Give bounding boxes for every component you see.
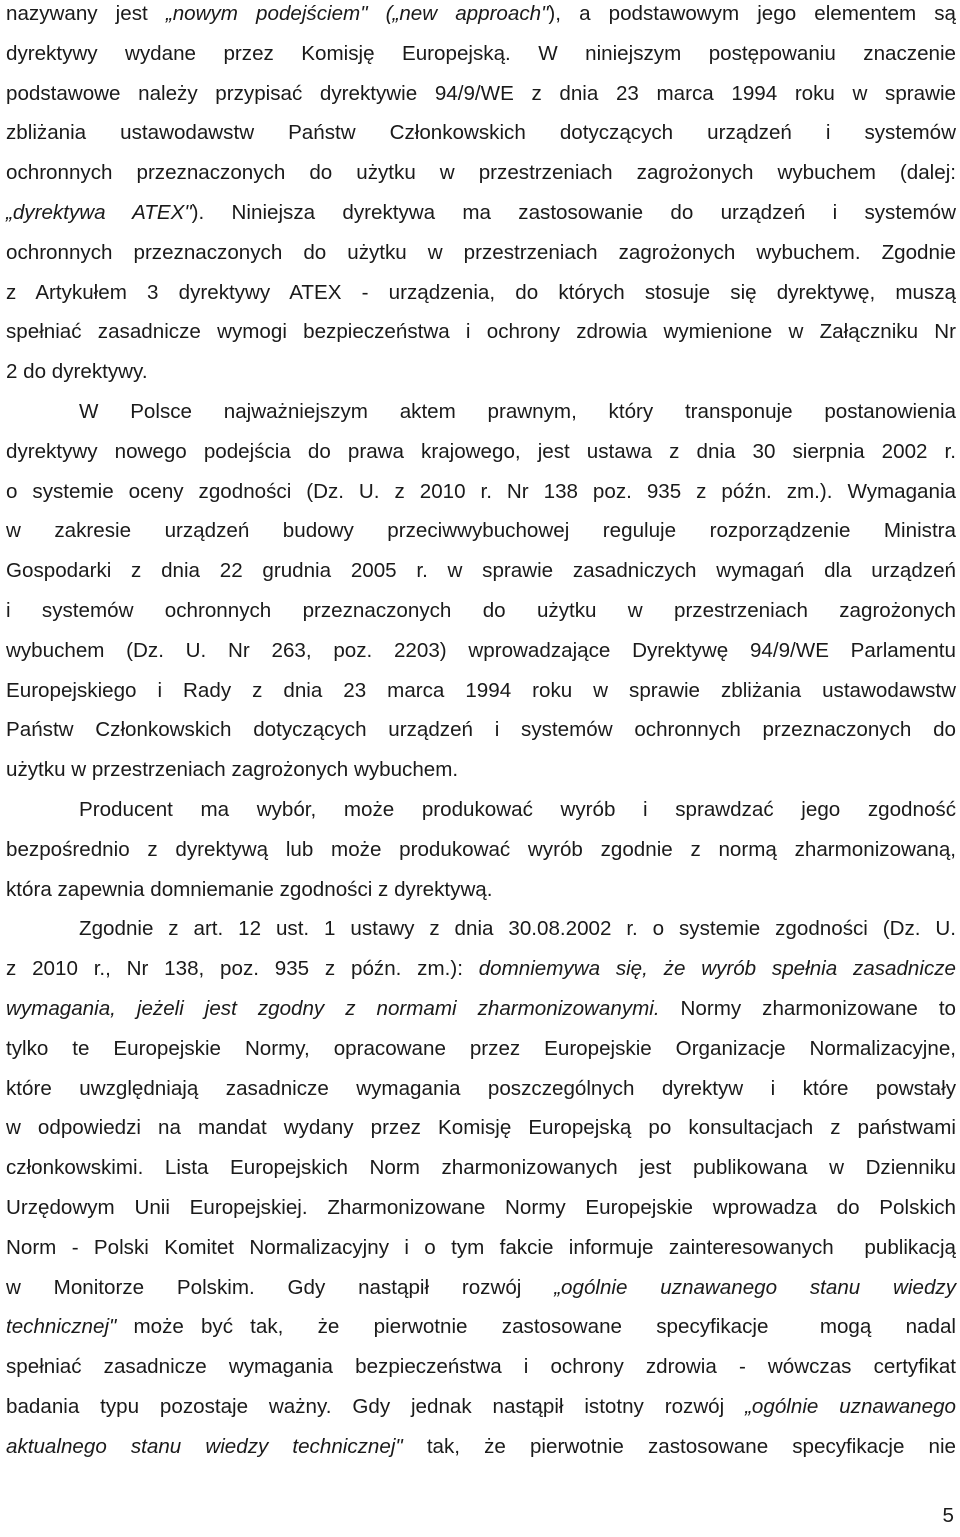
text-segment: w zakresie urządzeń budowy przeciwwybuchowej reguluje rozporządzenie Ministra (6, 519, 956, 543)
text-line (79, 399, 956, 425)
text-line (6, 1195, 956, 1221)
text-line (6, 41, 956, 67)
text-segment: i systemów ochronnych przeznaczonych do użytku w przestrzeniach zagrożonych (6, 599, 956, 622)
text-segment: spełniać zasadnicze wymagania bezpieczeństwa i ochrony zdrowia - wówczas certyfikat (6, 1355, 956, 1379)
text-segment: ochronnych przeznaczonych do użytku w przestrzeniach zagrożonych wybuchem. Zgodnie (6, 240, 956, 264)
text-line (6, 717, 956, 743)
text-line (6, 479, 956, 505)
italic-segment: „dyrektywa ATEX" (6, 201, 192, 224)
text-segment: która zapewnia domniemanie zgodności z dyrektywą. (6, 877, 493, 901)
text-line (6, 1155, 956, 1181)
italic-segment: wymagania, jeżeli jest zgodny z normami zharmonizowanymi. (6, 997, 660, 1020)
text-line (6, 1434, 956, 1460)
text-line (6, 837, 956, 863)
text-segment: podstawowe należy przypisać dyrektywie 94/9/WE z dnia 23 marca 1994 roku w sprawie (6, 81, 956, 105)
text-line (6, 1394, 956, 1420)
text-segment: które uwzględniają zasadnicze wymagania poszczególnych dyrektyw i które powstały (6, 1076, 956, 1100)
text-segment: Państw Członkowskich dotyczących urządzeń i systemów ochronnych przeznaczonych do (6, 718, 956, 742)
text-segment: z Artykułem 3 dyrektywy ATEX - urządzenia, do których stosuje się dyrektywę, muszą (6, 280, 956, 304)
text-line (6, 120, 956, 146)
text-line (6, 319, 956, 345)
text-line (6, 439, 956, 465)
text-line (6, 81, 956, 107)
text-segment: Urzędowym Unii Europejskiej. Zharmonizowane Normy Europejskie wprowadza do Polskich (6, 1196, 956, 1219)
text-segment: z 2010 r., Nr 138, poz. 935 z późn. zm.): (6, 957, 479, 981)
italic-segment: technicznej" (6, 1315, 117, 1339)
text-segment: tak, że pierwotnie zastosowane specyfikacje nie (402, 1434, 956, 1458)
text-segment: ochronnych przeznaczonych do użytku w przestrzeniach zagrożonych wybuchem (dalej: (6, 161, 956, 185)
text-line (6, 160, 956, 186)
text-line (6, 956, 956, 982)
text-segment: bezpośrednio z dyrektywą lub może produkować wyrób zgodnie z normą zharmonizowaną, (6, 837, 956, 861)
text-segment: Zgodnie z art. 12 ust. 1 ustawy z dnia 30.08.2002 r. o systemie zgodności (Dz. U. (79, 917, 956, 941)
text-line (6, 1275, 956, 1301)
text-line (6, 558, 956, 584)
text-line (6, 678, 956, 704)
text-segment: w odpowiedzi na mandat wydany przez Komisję Europejską po konsultacjach z państwami (6, 1116, 956, 1140)
text-line (6, 877, 493, 903)
text-segment: badania typu pozostaje ważny. Gdy jednak nastąpił istotny rozwój (6, 1395, 746, 1418)
text-line (6, 1235, 956, 1261)
italic-segment: domniemywa się, że wyrób spełnia zasadnicze (478, 957, 956, 981)
text-line (6, 1354, 956, 1380)
text-segment: może być tak, że pierwotnie zastosowane specyfikacje mogą nadal (116, 1315, 956, 1339)
text-line (79, 797, 956, 823)
text-segment: Gospodarki z dnia 22 grudnia 2005 r. w sprawie zasadniczych wymagań dla urządzeń (6, 559, 956, 583)
text-line (6, 638, 956, 664)
text-line (6, 359, 148, 385)
text-segment: o systemie oceny zgodności (Dz. U. z 2010 r. Nr 138 poz. 935 z późn. zm.). Wymagania (6, 479, 956, 503)
text-segment: Normy zharmonizowane to (659, 997, 957, 1020)
text-line (79, 916, 956, 942)
text-segment: w Monitorze Polskim. Gdy nastąpił rozwój (6, 1275, 555, 1299)
text-segment: członkowskimi. Lista Europejskich Norm zharmonizowanych jest publikowana w Dzienniku (6, 1156, 956, 1180)
text-segment: wybuchem (Dz. U. Nr 263, poz. 2203) wprowadzające Dyrektywę 94/9/WE Parlamentu (6, 638, 956, 662)
text-segment: ). Niniejsza dyrektywa ma zastosowanie do urządzeń i systemów (191, 201, 956, 224)
page-number: 5 (942, 1504, 954, 1527)
text-line (6, 280, 956, 306)
text-line (6, 1314, 956, 1340)
text-segment: dyrektywy wydane przez Komisję Europejską. W niniejszym postępowaniu znaczenie (6, 41, 956, 65)
text-segment: użytku w przestrzeniach zagrożonych wybuchem. (6, 758, 459, 782)
text-segment: zbliżania ustawodawstw Państw Członkowskich dotyczących urządzeń i systemów (6, 121, 956, 145)
text-segment: tylko te Europejskie Normy, opracowane przez Europejskie Organizacje Normalizacyjne, (6, 1036, 956, 1060)
text-line (6, 518, 956, 544)
text-line (6, 598, 956, 624)
italic-segment: aktualnego stanu wiedzy technicznej" (6, 1434, 403, 1458)
text-segment: dyrektywy nowego podejścia do prawa krajowego, jest ustawa z dnia 30 sierpnia 2002 r. (6, 439, 956, 463)
text-segment: 2 do dyrektywy. (6, 360, 148, 384)
text-line (6, 1, 956, 27)
text-segment: Norm - Polski Komitet Normalizacyjny i o tym fakcie informuje zainteresowanych publikacją (6, 1235, 956, 1259)
italic-segment: „ogólnie uznawanego stanu wiedzy (554, 1275, 956, 1299)
text-line (6, 996, 956, 1022)
italic-segment: „ogólnie uznawanego (745, 1395, 956, 1418)
text-line (6, 1115, 956, 1141)
text-line (6, 1076, 956, 1102)
text-line (6, 200, 956, 226)
text-segment: W Polsce najważniejszym aktem prawnym, który transponuje postanowienia (79, 400, 956, 423)
text-segment: spełniać zasadnicze wymogi bezpieczeństwa i ochrony zdrowia wymienione w Załączniku Nr (6, 320, 956, 344)
text-line (6, 757, 458, 783)
text-segment: Europejskiego i Rady z dnia 23 marca 1994 roku w sprawie zbliżania ustawodawstw (6, 678, 956, 702)
italic-segment: „nowym podejściem" („new approach" (165, 2, 549, 25)
text-segment: Producent ma wybór, może produkować wyrób i sprawdzać jego zgodność (79, 798, 956, 821)
text-segment: nazywany jest (6, 2, 166, 25)
text-line (6, 240, 956, 266)
text-line (6, 1036, 956, 1062)
text-segment: ), a podstawowym jego elementem są (548, 2, 956, 25)
